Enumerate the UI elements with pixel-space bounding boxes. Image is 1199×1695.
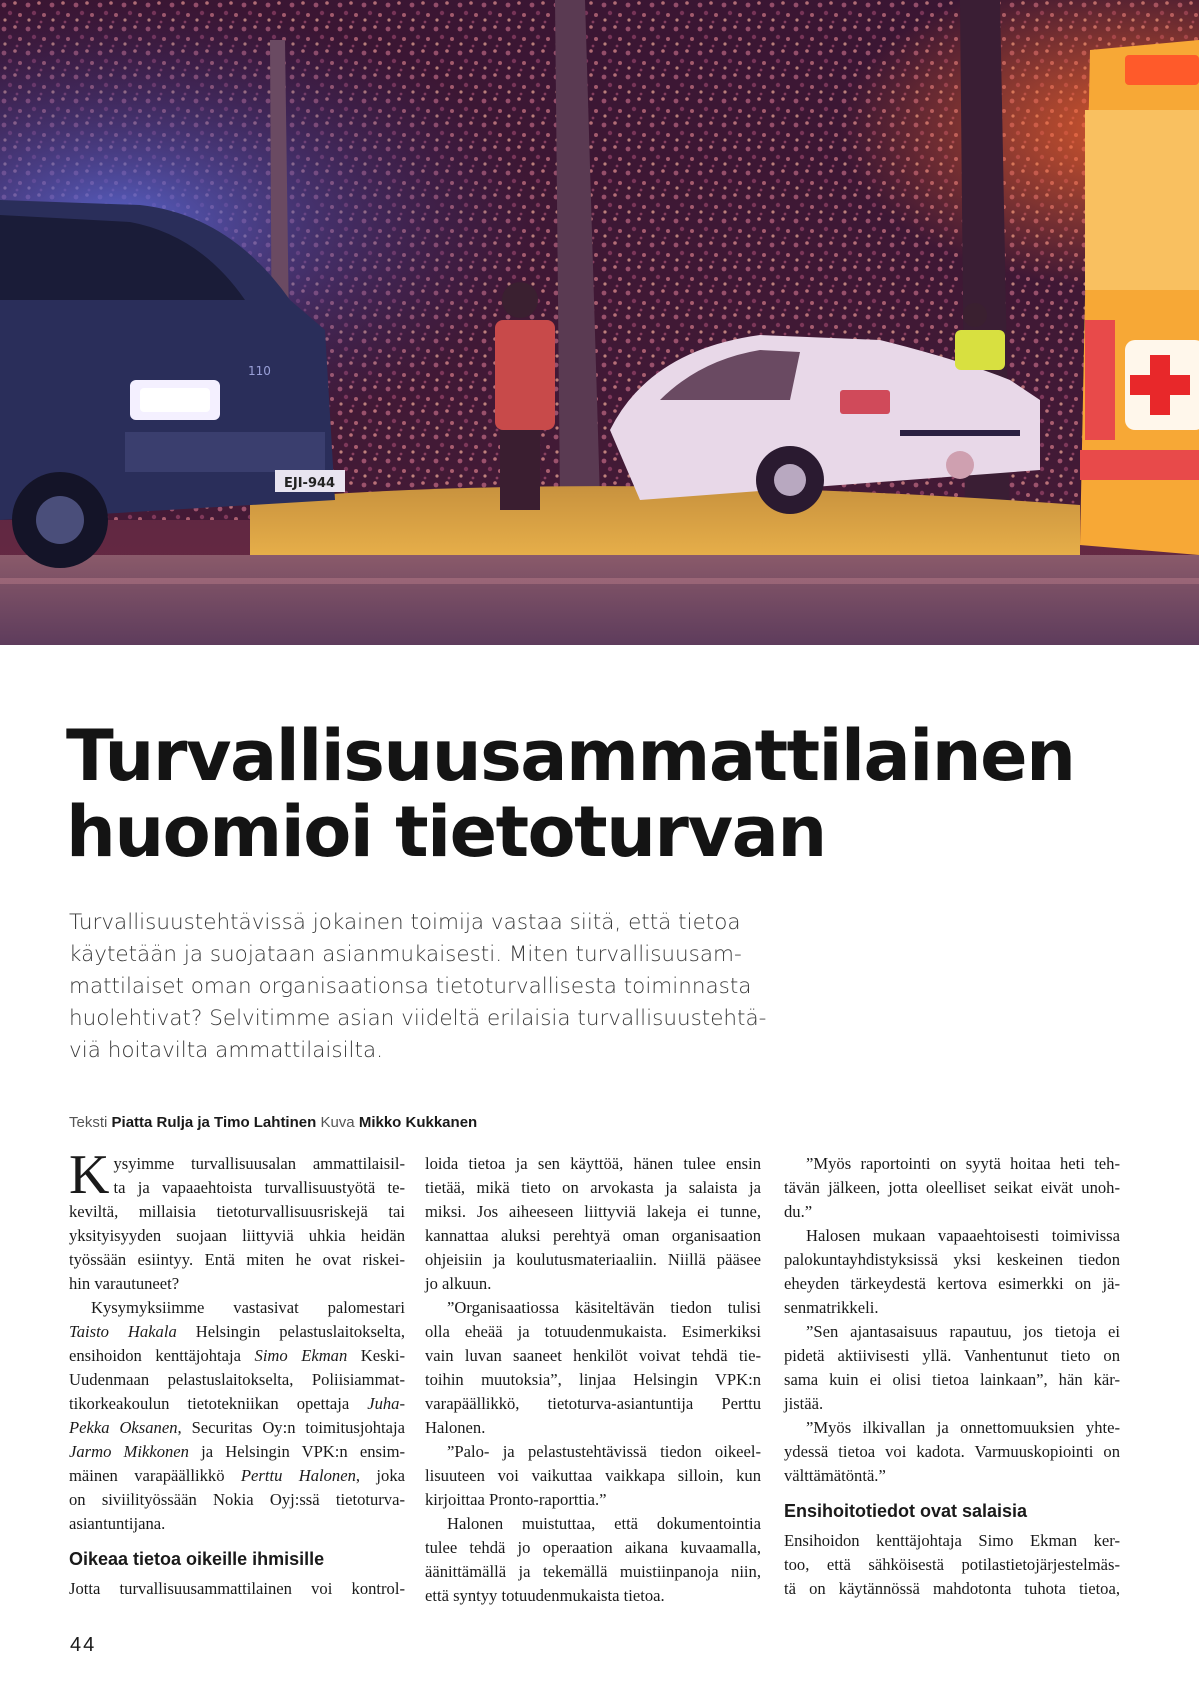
person-name: Simo Ekman — [254, 1346, 348, 1365]
body-line: ohjeisiin ja koulutusmateriaaliin. Niillä pääsee — [425, 1250, 761, 1269]
body-fragment: , Securitas Oy:n toimitusjohtaja — [177, 1418, 405, 1437]
body-column-2 — [425, 1152, 761, 1608]
body-line: tulee tehdä jo operaation aikana kuvaamalla, — [425, 1538, 761, 1557]
body-line: yksityisyyden suojaan liittyviä uhkia heidän — [69, 1226, 405, 1245]
article-title — [66, 715, 1166, 873]
lead-line: Turvallisuustehtävissä jokainen toimija vastaa siitä, että tietoa — [69, 910, 741, 935]
body-line: asiantuntijana. — [69, 1514, 166, 1533]
ambulance — [1080, 40, 1199, 555]
body-line: Uudenmaan pelastuslaitokselta, Poliisiammat- — [69, 1370, 405, 1389]
byline — [69, 1114, 477, 1131]
body-line: jo alkuun. — [425, 1274, 492, 1293]
lead-line: viä hoitavilta ammattilaisilta. — [69, 1038, 383, 1063]
body-fragment: mäinen varapäällikkö — [69, 1466, 241, 1485]
body-line: eheyden tärkeydestä kertova esimerkki on jä- — [784, 1274, 1120, 1293]
person-name: Pekka Oksanen — [69, 1418, 178, 1437]
body-line: kannattaa aluksi perehtyä oman organisaation — [425, 1226, 761, 1245]
byline-photo-label: Kuva — [320, 1114, 355, 1131]
page-number: 44 — [70, 1634, 97, 1656]
lead-line: mattilaiset oman organisaationsa tietoturvallisesta toiminnasta — [69, 974, 752, 999]
byline-text-label: Teksti — [69, 1114, 108, 1131]
title-line-2: huomioi tietoturvan — [66, 791, 826, 873]
body-line — [69, 1392, 405, 1416]
subheading: Oikeaa tietoa oikeille ihmisille — [69, 1549, 325, 1569]
body-line: tävän jälkeen, jotta oleelliset seikat eivät unoh- — [784, 1178, 1120, 1197]
body-line: ”Sen ajantasaisuus rapautuu, jos tietoja ei — [806, 1322, 1120, 1341]
body-line: too, että sähköisestä potilastietojärjestelmäs- — [784, 1555, 1120, 1574]
body-line: ta ja vapaaehtoista turvallisuustyötä te- — [113, 1178, 405, 1197]
lead-paragraph — [69, 907, 767, 1067]
body-line: miksi. Jos aiheeseen liittyviä lakeja ei tunne, — [425, 1202, 761, 1221]
body-line — [69, 1344, 405, 1368]
body-line: lisuuteen voi vaikuttaa vaikkapa silloin, kun — [425, 1466, 761, 1485]
body-fragment: tikorkeakoulun tietotekniikan opettaja — [69, 1394, 368, 1413]
title-line-1: Turvallisuusammattilainen — [66, 715, 1075, 797]
body-column-1 — [69, 1144, 406, 1601]
subheading: Ensihoitotiedot ovat salaisia — [784, 1501, 1028, 1521]
person-name: Perttu Halonen — [240, 1466, 356, 1485]
body-line: äänittämällä ja tekemällä muistiinpanoja niin, — [425, 1562, 761, 1581]
body-line: hin varautuneet? — [69, 1274, 180, 1293]
body-line: varapäällikkö, tietoturva-asiantuntija Perttu — [425, 1394, 761, 1413]
body-line: ysyimme turvallisuusalan ammattilaisil- — [113, 1154, 405, 1173]
body-line: työssään esiintyy. Entä miten he ovat riskei- — [69, 1250, 405, 1269]
byline-photographer: Mikko Kukkanen — [358, 1114, 478, 1131]
body-line — [69, 1416, 405, 1440]
byline-authors: Piatta Rulja ja Timo Lahtinen — [111, 1114, 317, 1131]
body-line: Ensihoidon kenttäjohtaja Simo Ekman ker- — [784, 1531, 1120, 1550]
body-line: on siviilityössään Nokia Oyj:ssä tietoturva- — [69, 1490, 405, 1509]
body-fragment: ensihoidon kenttäjohtaja — [69, 1346, 255, 1365]
van-marking: 110 — [248, 364, 271, 378]
lead-line: huolehtivat? Selvitimme asian viideltä erilaisia turvallisuustehtä- — [69, 1006, 767, 1031]
body-fragment: , joka — [355, 1466, 405, 1485]
body-line: tietää, mikä tieto on arvokasta ja salaista ja — [425, 1178, 761, 1197]
body-line — [69, 1320, 405, 1344]
body-line: vain luvan saaneet henkilöt voivat tehdä tie- — [425, 1346, 761, 1365]
accident-scene-photo — [0, 0, 1199, 645]
body-line: senmatrikkeli. — [784, 1298, 879, 1317]
license-plate: EJI-944 — [284, 476, 336, 491]
body-line: sama kuin ei olisi tietoa lainkaan”, hän kär- — [784, 1370, 1120, 1389]
body-line: palokuntayhdistyksissä yksi keskeinen tiedon — [784, 1250, 1120, 1269]
lead-line: käytetään ja suojataan asianmukaisesti. Miten turvallisuusam- — [69, 942, 742, 967]
body-line — [69, 1440, 405, 1464]
body-line: Kysymyksiimme vastasivat palomestari — [91, 1298, 405, 1317]
person-name: Jarmo Mikkonen — [69, 1442, 189, 1461]
body-line: du.” — [784, 1202, 813, 1221]
body-line — [69, 1464, 405, 1488]
person-name: Taisto Hakala — [69, 1322, 177, 1341]
body-line: Halonen muistuttaa, että dokumentointia — [447, 1514, 761, 1533]
body-line: ”Myös raportointi on syytä hoitaa heti teh- — [806, 1154, 1120, 1173]
body-line: pidetä aktiivisesti yllä. Vanhentunut tieto on — [784, 1346, 1120, 1365]
body-line: Halosen mukaan vapaaehtoisesti toimivissa — [806, 1226, 1120, 1245]
body-line: loida tietoa ja sen käyttöä, hänen tulee ensin — [425, 1154, 761, 1173]
body-line: olla eheää ja totuudenmukaista. Esimerkiksi — [425, 1322, 761, 1341]
body-line: jistää. — [784, 1394, 824, 1413]
body-line: ”Myös ilkivallan ja onnettomuuksien yhte- — [806, 1418, 1120, 1437]
body-line: Halonen. — [425, 1418, 486, 1437]
body-fragment: ja Helsingin VPK:n ensim- — [188, 1442, 406, 1461]
body-line: Jotta turvallisuusammattilainen voi kontrol- — [69, 1579, 405, 1598]
body-line: ”Palo- ja pelastustehtävissä tiedon oikeel- — [447, 1442, 761, 1461]
body-fragment: Helsingin pelastuslaitokselta, — [176, 1322, 405, 1341]
body-line: välttämätöntä.” — [784, 1466, 886, 1485]
person-name: Juha- — [367, 1394, 405, 1413]
body-line: toihin muutoksia”, linjaa Helsingin VPK:n — [425, 1370, 761, 1389]
body-fragment: Keski- — [347, 1346, 406, 1365]
body-line: kirjoittaa Pronto-raporttia.” — [425, 1490, 607, 1509]
drop-cap: K — [69, 1144, 110, 1206]
body-line: ”Organisaatiossa käsiteltävän tiedon tulisi — [447, 1298, 761, 1317]
body-line: tä on käytännössä mahdotonta tuhota tietoa, — [784, 1579, 1120, 1598]
body-column-3 — [784, 1152, 1120, 1601]
body-line: ydessä tietoa voi kadota. Varmuuskopiointi on — [784, 1442, 1120, 1461]
body-line: että syntyy totuudenmukaista tietoa. — [425, 1586, 665, 1605]
accident-scene-illustration — [0, 0, 1199, 645]
body-line: keviltä, millaisia tietoturvallisuusriskejä tai — [69, 1202, 405, 1221]
